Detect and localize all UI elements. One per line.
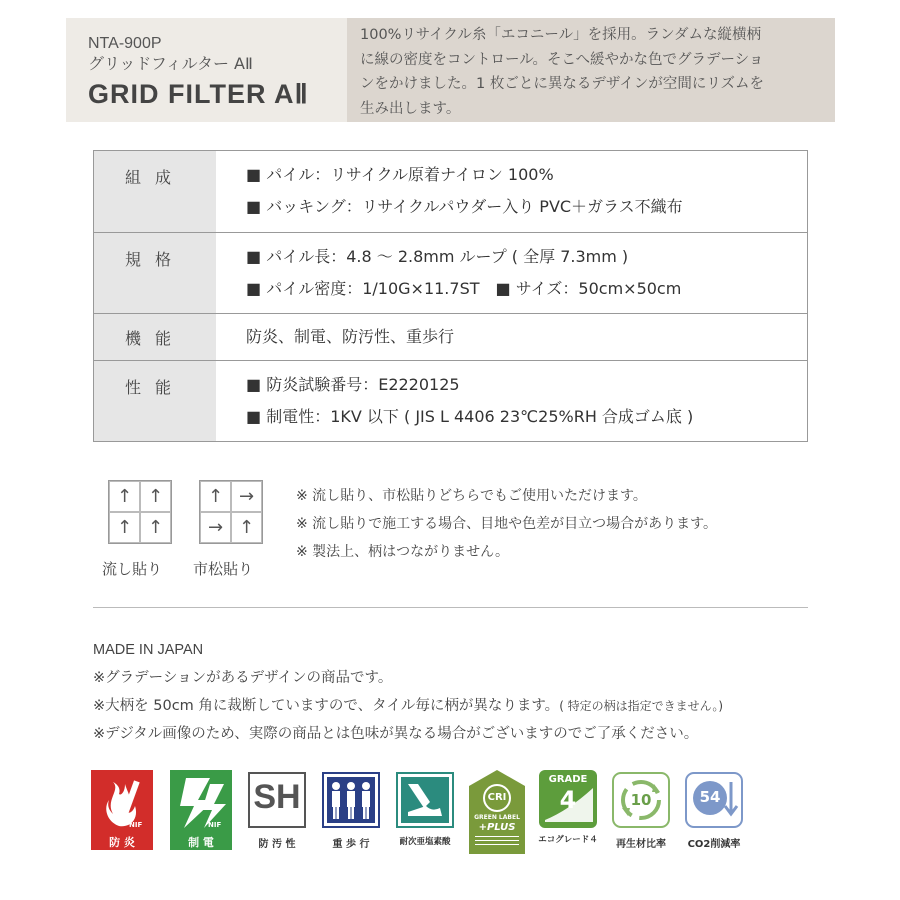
arrow-right-icon: →	[231, 481, 262, 512]
spec-line: ■ パイル長：4.8 ～ 2.8mm ループ ( 全厚 7.3mm )	[246, 247, 629, 266]
spec-key: 機能	[94, 314, 216, 360]
sh-text: SH	[253, 778, 301, 816]
note-line: ※ 製法上、柄はつながりません。	[296, 544, 510, 560]
spec-key: 組成	[94, 151, 216, 232]
spec-table	[93, 150, 808, 442]
bottle-icon	[396, 772, 454, 828]
grade-title: GRADE	[548, 774, 588, 785]
spec-value	[216, 151, 807, 232]
spec-line: ■ パイル密度：1/10G×11.7ST ■ サイズ：50cm×50cm	[246, 279, 682, 298]
spec-value	[216, 314, 807, 360]
section-divider	[93, 607, 808, 608]
stain-resistance-mark	[248, 772, 306, 850]
spec-line: ■ 制電性：1KV 以下 ( JIS L 4406 23℃25%RH 合成ゴム底 )	[246, 407, 694, 426]
recycled-ratio-mark	[612, 772, 670, 850]
co2-reduction-mark	[685, 772, 743, 850]
arrow-right-icon: →	[200, 512, 231, 543]
heavy-traffic-mark	[322, 772, 380, 850]
grade-number: 4	[559, 786, 577, 814]
spec-row-dimensions	[94, 232, 807, 313]
eco-grade-mark	[538, 770, 598, 845]
note-line: ※ 流し貼り、市松貼りどちらでもご使用いただけます。	[296, 488, 647, 504]
arrow-up-icon: ↑	[231, 512, 262, 543]
certification-marks	[91, 770, 751, 880]
antistatic-mark	[170, 770, 232, 854]
description-line: 100%リサイクル糸「エコニール」を採用。ランダムな縦横柄	[360, 27, 762, 43]
product-header	[66, 18, 835, 122]
product-name-en: GRID FILTER AⅡ	[88, 79, 309, 109]
nif-label: NIF	[129, 821, 143, 829]
grade-label: エコグレード４	[538, 835, 598, 845]
tile-grid	[199, 480, 263, 544]
layout-label: 流し貼り	[102, 560, 163, 578]
antistatic-label: 制 電	[188, 836, 214, 849]
layout-diagram-checkerboard	[193, 480, 263, 578]
arrow-up-icon: ↑	[109, 512, 140, 543]
hypochlorite-label: 耐次亜塩素酸	[399, 837, 451, 847]
cri-green-label-mark	[469, 770, 525, 858]
footer-note-main: ※大柄を 50cm 角に裁断していますので、タイル毎に柄が異なります。	[93, 698, 560, 714]
spec-value	[216, 361, 807, 441]
layout-diagram-straight	[102, 480, 172, 578]
product-description	[347, 18, 835, 122]
spec-line: ■ バッキング：リサイクルパウダー入り PVC＋ガラス不織布	[246, 197, 683, 216]
arrow-up-icon: ↑	[200, 481, 231, 512]
description-line: ンをかけました。1 枚ごとに異なるデザインが空間にリズムを	[360, 76, 765, 92]
co2-number: 54	[699, 788, 721, 806]
recycle-number: 10	[630, 791, 652, 809]
recycle-label: 再生材比率	[616, 839, 666, 850]
model-number: NTA-900P	[88, 35, 162, 52]
note-line: ※ 流し貼りで施工する場合、目地や色差が目立つ場合があります。	[296, 516, 718, 532]
hypochlorite-resistance-mark	[396, 772, 454, 847]
spec-key: 性能	[94, 361, 216, 441]
footer-note: ※デジタル画像のため、実際の商品とは色味が異なる場合がございますのでご了承ください。	[93, 726, 699, 742]
description-line: に線の密度をコントロール。そこへ緩やかな色でグラデーショ	[360, 51, 764, 68]
tile-grid	[108, 480, 172, 544]
footer-notes	[93, 636, 723, 748]
description-line: 生み出します。	[360, 100, 461, 117]
spec-line: 防炎、制電、防汚性、重歩行	[246, 327, 455, 346]
cri-sub-text: GREEN LABEL	[474, 814, 520, 821]
stain-resistance-label: 防 汚 性	[258, 839, 296, 850]
made-in-label: MADE IN JAPAN	[93, 642, 204, 658]
cri-plus-text: +PLUS	[478, 822, 516, 833]
footer-note: ※グラデーションがあるデザインの商品です。	[93, 670, 393, 686]
flame-retardant-label: 防 炎	[109, 836, 135, 849]
footer-note-small: ( 特定の柄は指定できません。)	[559, 699, 724, 713]
spec-line: ■ 防炎試験番号：E2220125	[246, 375, 460, 394]
nif-label: NIF	[208, 821, 222, 829]
product-title-block	[66, 18, 347, 122]
spec-key: 規格	[94, 233, 216, 313]
co2-label: CO2削減率	[687, 839, 741, 850]
layout-label: 市松貼り	[193, 560, 254, 578]
footer-note	[93, 692, 723, 720]
people-icon	[322, 772, 380, 828]
spec-line: ■ パイル：リサイクル原着ナイロン 100%	[246, 165, 554, 184]
spec-row-functions	[94, 313, 807, 360]
arrow-up-icon: ↑	[140, 512, 171, 543]
heavy-traffic-label: 重 歩 行	[332, 839, 370, 850]
cri-text: CRI	[487, 792, 507, 803]
product-name-ja: グリッドフィルター AⅡ	[88, 54, 253, 73]
flame-retardant-mark	[91, 770, 153, 854]
spec-row-performance	[94, 360, 807, 441]
arrow-up-icon: ↑	[109, 481, 140, 512]
spec-value	[216, 233, 807, 313]
spec-row-composition	[94, 151, 807, 232]
arrow-up-icon: ↑	[140, 481, 171, 512]
installation-notes	[296, 482, 717, 566]
cri-badge-icon	[469, 770, 525, 854]
